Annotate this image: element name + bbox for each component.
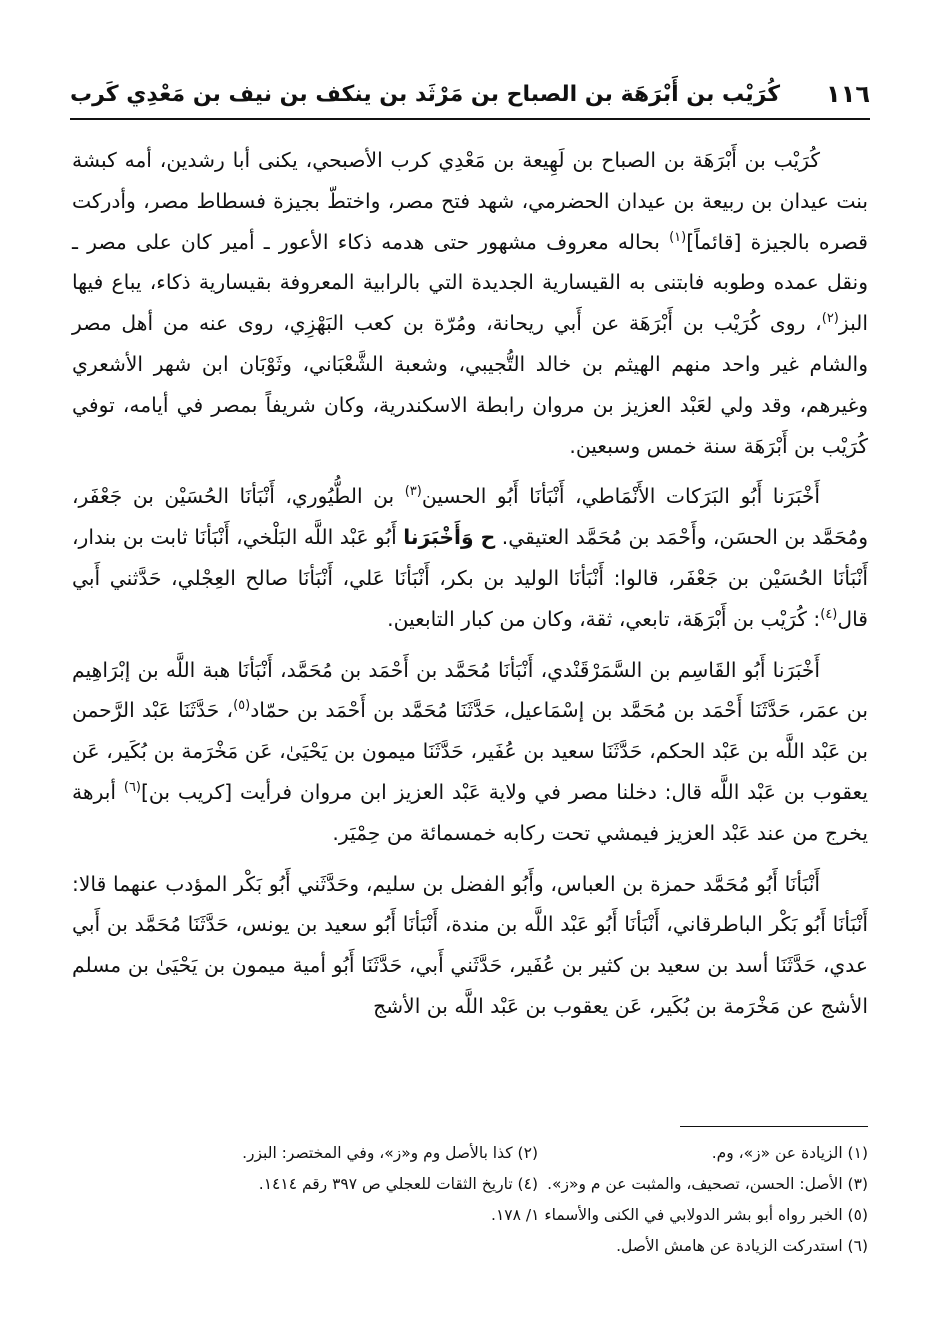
header-divider (70, 118, 870, 120)
text-segment: أَبُو عَبْد اللَّه البَلْخي، أَنْبَأنَا ثابت بن بندار، أَنْبَأنَا الحُسَيْن بن جَعْفَر، قالوا: أَنْبَأنَا الوليد بن بكر، أَنْبَأنَا عَلي، أَنْبَأنَا صالح العِجْلي، حَدَّثني أَبي قال (72, 525, 868, 631)
footnote-5: (٥) الخبر رواه أبو بشر الدولابي في الكنى والأسماء ١/ ١٧٨. (491, 1206, 868, 1224)
text-segment: : كُرَيْب بن أَبْرَهَة، تابعي، ثقة، وكان من كبار التابعين. (387, 606, 821, 631)
footnote-divider (680, 1126, 868, 1127)
footnote-1: (١) الزيادة عن «ز»، وم. (711, 1144, 868, 1162)
footnote-marker: (٣) (404, 484, 422, 500)
footnote-row (72, 1200, 868, 1231)
text-segment: بن الطُّيُوري، أَنْبَأنَا الحُسَيْن بن جَعْفَر، ومُحَمَّد بن الحسَن، وأَحْمَد بن مُحَمَّد العتيقي. (72, 484, 869, 550)
running-header (70, 74, 870, 114)
footnote-3: (٣) الأصل: الحسن، تصحيف، والمثبت عن م و«ز». (547, 1175, 868, 1193)
main-text (72, 140, 868, 1037)
text-segment: أَخْبَرَنا أَبُو البَرَكات الأَنْمَاطي، أَنْبَأنَا أَبُو الحسين (421, 484, 821, 509)
footnote-marker: (٥) (233, 698, 251, 714)
footnote-2: (٢) كذا بالأصل وم و«ز»، وفي المختصر: البزر. (242, 1144, 538, 1162)
text-segment: أَنْبَأنَا أَبُو مُحَمَّد حمزة بن العباس، وأَبُو الفضل بن سليم، وحَدَّثَني أَبُو بَكْر المؤدب عنهما قالا: أَنْبَأنَا أَبُو بَكْر الباطرقاني، أَنْبَأنَا أَبُو عَبْد اللَّه بن مندة، أَنْبَأنَا أَبُو سعيد بن يونس، حَدَّثَنَا مُحَمَّد بن أَبي عدي، حَدَّثَنَا أسد بن سعيد بن كثير بن عُفَير، حَدَّثَني أَبي، حَدَّثَنَا أَبُو أمية ميمون بن يَحْيَىٰ بن مسلم الأشج عن مَخْرَمة بن بُكَير، عَن يعقوب بن عَبْد اللَّه بن الأشج (72, 871, 868, 1018)
footnote-4: (٤) تاريخ الثقات للعجلي ص ٣٩٧ رقم ١٤١٤. (258, 1175, 538, 1193)
text-segment: ، روى كُرَيْب بن أَبْرَهَة عن أَبي ريحانة، ومُرّة بن كعب البَهْزِي، روى عنه من أهل مصر والشام غير واحد منهم الهيثم بن خالد التُّجيبي، وشعبة الشَّعْبَاني، وثَوْبَان ابن شهر الأشعري وغيرهم، وقد ولي لعَبْد العزيز بن مروان رابطة الاسكندرية، وكان شريفاً بمصر في أيامه، توفي كُرَيْب بن أَبْرَهَة سنة خمس وسبعين. (72, 311, 868, 458)
footnote-marker: (٦) (123, 780, 141, 796)
text-segment: أبرهة يخرج من عند عَبْد العزيز فيمشي تحت ركابه خمسمائة من حِمْيَر. (72, 779, 868, 845)
footnote-6: (٦) استدركت الزيادة عن هامش الأصل. (616, 1237, 868, 1255)
text-segment: ، حَدَّثَنَا عَبْد الرَّحمن بن عَبْد اللَّه بن عَبْد الحكم، حَدَّثَنَا سعيد بن عُفَير، حَدَّثَنَا ميمون بن يَحْيَىٰ، عَن مَخْرَمة بن بُكَير، عَن يعقوب بن عَبْد اللَّه قال: دخلنا مصر في ولاية عَبْد العزيز ابن مروان فرأيت [كريب بن] (72, 698, 868, 804)
paragraph-isnad-1 (72, 476, 868, 639)
paragraph-isnad-3 (72, 864, 868, 1027)
footnote-row (72, 1138, 868, 1169)
footnote-marker: (٤) (820, 607, 838, 622)
footnote-row (72, 1169, 868, 1200)
text-segment: كُرَيْب بن أَبْرَهَة بن الصباح بن لَهِيعة بن مَعْدِي كرب الأصبحي، يكنى أبا رشدين، أمه كبشة بنت عيدان بن ربيعة بن عيدان الحضرمي، شهد فتح مصر، واختطّ بجيزة فسطاط مصر، وأدركت قصره بالجيزة [قائماً] (72, 148, 868, 254)
footnote-row (72, 1231, 868, 1262)
paragraph-isnad-2 (72, 650, 868, 854)
running-title: كُرَيْب بن أَبْرَهَة بن الصباح بن مَرْثَد بن ينكف بن نيف بن مَعْدِي كَرب (70, 81, 781, 107)
page-number: ١١٦ (826, 80, 870, 108)
footnotes (72, 1138, 868, 1262)
footnote-marker: (١) (669, 229, 687, 245)
footnote-marker: (٢) (821, 311, 839, 327)
bold-transition-mark: ح وَأَخْبَرَنا (403, 525, 496, 550)
paragraph-biography (72, 140, 868, 466)
text-segment: بحاله معروف مشهور حتى هدمه ذكاء الأعور ـ أمير كان على مصر ـ ونقل عمده وطوبه فابتنى به القيسارية الجديدة التي بالرابية المعروفة بقيسارية ذكاء، يباع فيها البز (72, 229, 868, 336)
text-segment: أَخْبَرَنا أَبُو القَاسِم بن السَّمَرْقَنْدي، أَنْبَأنَا مُحَمَّد بن أَحْمَد بن مُحَمَّد، أَنْبَأنَا هبة اللَّه بن إبْرَاهِيم بن عمَر، حَدَّثَنَا أَحْمَد بن مُحَمَّد بن إسْمَاعيل، حَدَّثَنَا مُحَمَّد بن أَحْمَد بن حمّاد (72, 657, 868, 723)
